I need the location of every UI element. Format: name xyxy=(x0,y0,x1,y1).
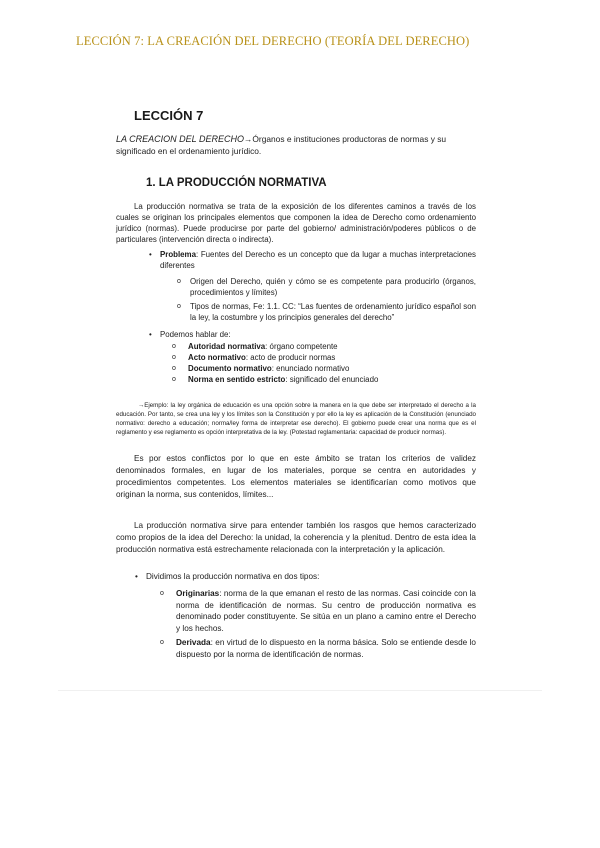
circle-bullet-icon: o xyxy=(160,590,164,598)
lesson-intro xyxy=(116,133,476,157)
list-item-derived xyxy=(116,637,476,660)
divide-text: Dividimos la producción normativa en dos tipos: xyxy=(146,572,320,582)
origin-text: Origen del Derecho, quién y cómo se es competente para producirlo (órganos, procedimientos y límites) xyxy=(190,276,476,297)
list-item-problem xyxy=(116,249,476,271)
page-header: LECCIÓN 7: LA CREACIÓN DEL DERECHO (TEORÍA DEL DERECHO) xyxy=(76,34,470,48)
problem-list xyxy=(116,249,476,385)
authority-label: Autoridad normativa xyxy=(188,342,266,352)
intro-text: Órganos e instituciones productoras de normas y su significado en el ordenamiento jurídico. xyxy=(116,134,447,156)
circle-bullet-icon: o xyxy=(172,365,176,373)
lesson-title: LECCIÓN 7 xyxy=(134,108,204,123)
paragraph-unity: La producción normativa sirve para entender también los rasgos que hemos caracterizado como propios de la idea del Derecho: la unidad, la coherencia y la plenitud. Dentro de esta idea la producción normativa está estrechamente relacionada con la interpretación y la aplicación. xyxy=(116,521,476,554)
types-list xyxy=(116,571,476,660)
example-note: →Ejemplo: la ley orgánica de educación es una opción sobre la manera en la que debe ser interpretado el derecho a la educación. Por tanto, se crea una ley y los límites son la Constitución y por ello la ley es aplicación de la Constitución (enunciado normativo: derecho a educación; norma/ley forma de interpretar ese derecho). El gobierno puede crear una norma que es el reglamento y ese reglamento es opción interpretativa de la ley. (Potestad reglamentaria: capacidad de producir normas). xyxy=(116,402,476,437)
originary-text: : norma de la que emanan el resto de las normas. Casi coincide con la norma de identificación de normas. Su centro de producción normativa es denominado poder constituyente. Se sitúa en un plano a camino entre el Derecho y los hechos. xyxy=(176,589,476,634)
document-text: : enunciado normativo xyxy=(271,364,350,374)
list-item-divide xyxy=(116,571,476,583)
document-label: Documento normativo xyxy=(188,364,272,374)
bullet-icon: • xyxy=(149,329,152,339)
list-item-speak-of xyxy=(116,329,476,340)
circle-bullet-icon: o xyxy=(177,277,181,285)
section-title: 1. LA PRODUCCIÓN NORMATIVA xyxy=(146,177,327,189)
list-item-norm xyxy=(116,374,476,385)
act-label: Acto normativo xyxy=(188,353,246,363)
document-body xyxy=(116,108,476,660)
list-item-origin xyxy=(116,276,476,298)
norm-text: : significado del enunciado xyxy=(285,375,379,385)
authority-text: : órgano competente xyxy=(265,342,338,352)
list-item-originary xyxy=(116,588,476,635)
bullet-icon: • xyxy=(135,572,138,582)
norm-label: Norma en sentido estricto xyxy=(188,375,286,385)
types-text: Tipos de normas, Fe: 1.1. CC: “Las fuentes de ordenamiento jurídico español son la ley, la costumbre y los principios generales del derecho” xyxy=(190,301,476,322)
act-text: : acto de producir normas xyxy=(245,353,336,363)
circle-bullet-icon: o xyxy=(172,354,176,362)
bullet-icon: • xyxy=(149,250,152,260)
paragraph-production: La producción normativa se trata de la exposición de los diferentes caminos a través de los cuales se originan los principales elementos que componen la idea de Derecho como ordenamiento jurídico (normas). Puede producirse por parte del gobierno/ administración/poderes públicos o de particulares (intervención directa o indirecta). xyxy=(116,202,476,245)
derived-text: : en virtud de lo dispuesto en la norma básica. Solo se entiende desde lo dispuesto por la norma de identificación de normas. xyxy=(176,637,476,659)
list-item-document xyxy=(116,363,476,374)
paragraph-conflicts: Es por estos conflictos por lo que en este ámbito se tratan los criterios de validez denominados formales, en lugar de los materiales, porque se centra en autoridades y procedimientos competentes. Los elementos materiales se identificarían como motivos que originan la norma, sus contenidos, límites... xyxy=(116,454,476,499)
circle-bullet-icon: o xyxy=(172,343,176,351)
circle-bullet-icon: o xyxy=(160,638,164,646)
page-divider xyxy=(58,690,542,691)
intro-lead: LA CREACION DEL DERECHO xyxy=(116,134,245,144)
derived-label: Derivada xyxy=(176,637,211,647)
circle-bullet-icon: o xyxy=(172,376,176,384)
originary-label: Originarias xyxy=(176,589,220,599)
circle-bullet-icon: o xyxy=(177,302,181,310)
problem-label: Problema xyxy=(160,250,196,260)
speak-of-text: Podemos hablar de: xyxy=(160,329,231,339)
list-item-authority xyxy=(116,341,476,352)
list-item-act xyxy=(116,352,476,363)
problem-text: : Fuentes del Derecho es un concepto que da lugar a muchas interpretaciones diferentes xyxy=(160,250,476,271)
list-item-types xyxy=(116,301,476,323)
arrow-icon: → xyxy=(244,134,253,144)
